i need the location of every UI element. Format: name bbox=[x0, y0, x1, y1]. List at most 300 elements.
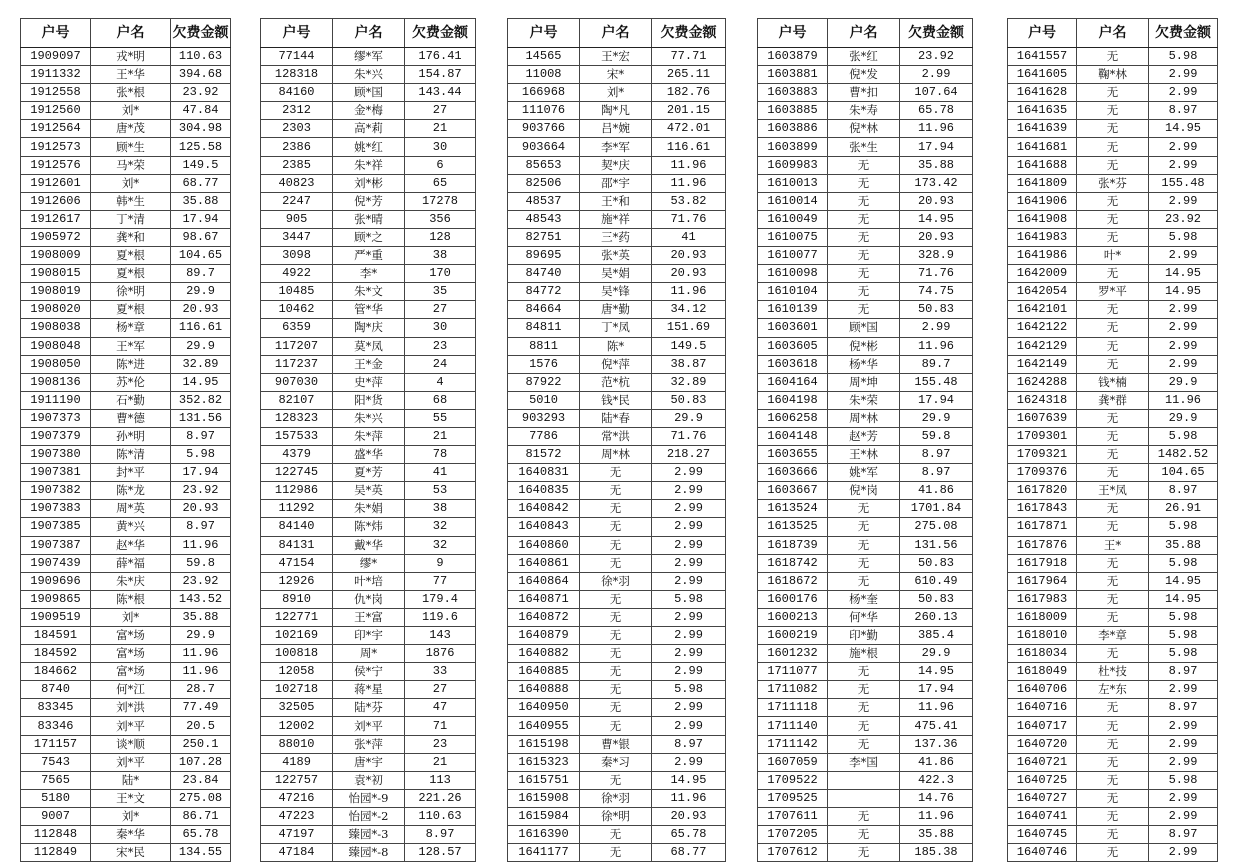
cell-account-no: 1617843 bbox=[1008, 500, 1077, 518]
cell-account-no: 1640831 bbox=[508, 464, 580, 482]
cell-account-name: 无 bbox=[580, 482, 652, 500]
cell-account-no: 48537 bbox=[508, 192, 580, 210]
cell-arrears-amount: 5.98 bbox=[1149, 554, 1218, 572]
table-row bbox=[21, 627, 231, 645]
cell-account-name: 陈* bbox=[580, 337, 652, 355]
cell-account-name: 宋*民 bbox=[91, 844, 171, 862]
cell-account-no: 1642101 bbox=[1008, 301, 1077, 319]
table-row bbox=[758, 627, 973, 645]
cell-account-no: 1615908 bbox=[508, 789, 580, 807]
cell-arrears-amount: 50.83 bbox=[900, 301, 973, 319]
table-row bbox=[1008, 807, 1218, 825]
table-row bbox=[758, 735, 973, 753]
cell-account-name: 丁*凤 bbox=[580, 319, 652, 337]
cell-arrears-amount: 32 bbox=[405, 518, 476, 536]
cell-arrears-amount: 27 bbox=[405, 102, 476, 120]
cell-arrears-amount: 8.97 bbox=[1149, 102, 1218, 120]
header-row bbox=[1008, 19, 1218, 48]
cell-account-no: 1642122 bbox=[1008, 319, 1077, 337]
table-row bbox=[261, 518, 476, 536]
cell-account-no: 1640717 bbox=[1008, 717, 1077, 735]
cell-account-name: 朱*寿 bbox=[828, 102, 900, 120]
cell-account-name: 李* bbox=[333, 265, 405, 283]
table-row bbox=[758, 355, 973, 373]
cell-account-name: 王*林 bbox=[828, 446, 900, 464]
cell-account-no: 1912601 bbox=[21, 174, 91, 192]
cell-account-no: 1603605 bbox=[758, 337, 828, 355]
cell-arrears-amount: 113 bbox=[405, 771, 476, 789]
header-account-name: 户名 bbox=[333, 19, 405, 48]
cell-account-no: 1603667 bbox=[758, 482, 828, 500]
cell-arrears-amount: 21 bbox=[405, 753, 476, 771]
table-row bbox=[758, 464, 973, 482]
table-row bbox=[758, 771, 973, 789]
table-row bbox=[758, 807, 973, 825]
cell-account-no: 6359 bbox=[261, 319, 333, 337]
cell-account-no: 11008 bbox=[508, 66, 580, 84]
table-row bbox=[1008, 156, 1218, 174]
table-row bbox=[21, 210, 231, 228]
table-row bbox=[758, 500, 973, 518]
cell-account-name: 叶*培 bbox=[333, 572, 405, 590]
cell-account-no: 903293 bbox=[508, 409, 580, 427]
cell-arrears-amount: 23.92 bbox=[1149, 210, 1218, 228]
cell-account-name: 戴*华 bbox=[333, 536, 405, 554]
cell-arrears-amount: 5.98 bbox=[1149, 608, 1218, 626]
table-row bbox=[261, 807, 476, 825]
table-row bbox=[21, 48, 231, 66]
cell-arrears-amount: 2.99 bbox=[1149, 844, 1218, 862]
cell-account-no: 166968 bbox=[508, 84, 580, 102]
cell-account-no: 1603666 bbox=[758, 464, 828, 482]
cell-account-name: 姚*红 bbox=[333, 138, 405, 156]
cell-account-name: 李*国 bbox=[828, 753, 900, 771]
table-row bbox=[758, 192, 973, 210]
table-row bbox=[508, 210, 726, 228]
arrears-table-3 bbox=[507, 18, 726, 862]
table-row bbox=[1008, 120, 1218, 138]
cell-account-no: 47197 bbox=[261, 826, 333, 844]
table-row bbox=[261, 156, 476, 174]
cell-account-name: 无 bbox=[828, 536, 900, 554]
table-row bbox=[758, 608, 973, 626]
cell-account-name: 无 bbox=[580, 590, 652, 608]
cell-arrears-amount: 41 bbox=[405, 464, 476, 482]
cell-arrears-amount: 170 bbox=[405, 265, 476, 283]
cell-account-name: 无 bbox=[1077, 192, 1149, 210]
cell-account-name: 无 bbox=[1077, 807, 1149, 825]
cell-arrears-amount: 176.41 bbox=[405, 48, 476, 66]
cell-arrears-amount: 2.99 bbox=[652, 699, 726, 717]
cell-account-no: 1615984 bbox=[508, 807, 580, 825]
cell-account-no: 84740 bbox=[508, 265, 580, 283]
cell-account-name: 吴*娟 bbox=[580, 265, 652, 283]
cell-arrears-amount: 2.99 bbox=[1149, 66, 1218, 84]
cell-account-no: 1641983 bbox=[1008, 228, 1077, 246]
cell-arrears-amount: 11.96 bbox=[652, 283, 726, 301]
cell-arrears-amount: 47.84 bbox=[171, 102, 231, 120]
table-row bbox=[1008, 536, 1218, 554]
cell-account-no: 1709301 bbox=[1008, 427, 1077, 445]
cell-account-name: 刘* bbox=[91, 174, 171, 192]
cell-arrears-amount: 11.96 bbox=[900, 807, 973, 825]
cell-arrears-amount: 89.7 bbox=[171, 265, 231, 283]
cell-arrears-amount: 77 bbox=[405, 572, 476, 590]
cell-arrears-amount: 131.56 bbox=[900, 536, 973, 554]
cell-account-name: 无 bbox=[1077, 319, 1149, 337]
cell-account-name: 无 bbox=[1077, 120, 1149, 138]
cell-account-name: 无 bbox=[1077, 228, 1149, 246]
cell-account-no: 1907373 bbox=[21, 409, 91, 427]
cell-account-name: 朱*兴 bbox=[333, 409, 405, 427]
table-row bbox=[21, 663, 231, 681]
cell-account-no: 1610013 bbox=[758, 174, 828, 192]
cell-account-name: 唐*茂 bbox=[91, 120, 171, 138]
table-row bbox=[758, 283, 973, 301]
cell-account-name: 无 bbox=[1077, 409, 1149, 427]
table-row bbox=[758, 699, 973, 717]
cell-arrears-amount: 5.98 bbox=[1149, 645, 1218, 663]
table-row bbox=[508, 753, 726, 771]
table-row bbox=[261, 138, 476, 156]
cell-arrears-amount: 422.3 bbox=[900, 771, 973, 789]
cell-account-name: 秦*习 bbox=[580, 753, 652, 771]
table-row bbox=[21, 283, 231, 301]
cell-account-name: 无 bbox=[1077, 500, 1149, 518]
cell-arrears-amount: 8.97 bbox=[900, 446, 973, 464]
cell-account-name: 石*勤 bbox=[91, 391, 171, 409]
cell-account-name: 杨*章 bbox=[91, 319, 171, 337]
table-row bbox=[758, 174, 973, 192]
cell-arrears-amount: 11.96 bbox=[171, 645, 231, 663]
cell-arrears-amount: 6 bbox=[405, 156, 476, 174]
cell-account-no: 1600213 bbox=[758, 608, 828, 626]
table-row bbox=[261, 789, 476, 807]
cell-arrears-amount: 11.96 bbox=[652, 789, 726, 807]
cell-account-name: 刘* bbox=[580, 84, 652, 102]
cell-account-no: 1907379 bbox=[21, 427, 91, 445]
cell-account-name: 杨*奎 bbox=[828, 590, 900, 608]
cell-arrears-amount: 610.49 bbox=[900, 572, 973, 590]
cell-arrears-amount: 50.83 bbox=[900, 554, 973, 572]
table-row bbox=[758, 536, 973, 554]
cell-account-name: 无 bbox=[828, 681, 900, 699]
table-row bbox=[21, 228, 231, 246]
cell-account-name: 夏*根 bbox=[91, 301, 171, 319]
cell-account-no: 1610098 bbox=[758, 265, 828, 283]
cell-arrears-amount: 304.98 bbox=[171, 120, 231, 138]
cell-account-name: 王*富 bbox=[333, 608, 405, 626]
cell-account-no: 905 bbox=[261, 210, 333, 228]
cell-account-no: 1907382 bbox=[21, 482, 91, 500]
cell-arrears-amount: 14.95 bbox=[171, 373, 231, 391]
cell-account-name: 陈*清 bbox=[91, 446, 171, 464]
table-row bbox=[508, 319, 726, 337]
cell-account-no: 102718 bbox=[261, 681, 333, 699]
cell-account-name: 富*场 bbox=[91, 645, 171, 663]
cell-account-name: 龚*和 bbox=[91, 228, 171, 246]
cell-arrears-amount: 149.5 bbox=[171, 156, 231, 174]
table-row bbox=[21, 120, 231, 138]
cell-arrears-amount: 125.58 bbox=[171, 138, 231, 156]
cell-arrears-amount: 38.87 bbox=[652, 355, 726, 373]
cell-account-name: 无 bbox=[580, 771, 652, 789]
table-row bbox=[21, 66, 231, 84]
cell-account-no: 1640720 bbox=[1008, 735, 1077, 753]
table-row bbox=[508, 518, 726, 536]
cell-arrears-amount: 77.49 bbox=[171, 699, 231, 717]
cell-account-name: 无 bbox=[1077, 210, 1149, 228]
cell-arrears-amount: 20.93 bbox=[652, 807, 726, 825]
cell-account-no: 1640879 bbox=[508, 627, 580, 645]
table-row bbox=[21, 355, 231, 373]
cell-arrears-amount: 5.98 bbox=[1149, 228, 1218, 246]
table-row bbox=[758, 446, 973, 464]
cell-account-no: 1617876 bbox=[1008, 536, 1077, 554]
cell-arrears-amount: 143.44 bbox=[405, 84, 476, 102]
cell-arrears-amount: 2.99 bbox=[1149, 735, 1218, 753]
cell-account-name: 无 bbox=[580, 681, 652, 699]
cell-account-no: 1618009 bbox=[1008, 608, 1077, 626]
cell-arrears-amount: 11.96 bbox=[171, 663, 231, 681]
cell-account-no: 47216 bbox=[261, 789, 333, 807]
cell-account-no: 4379 bbox=[261, 446, 333, 464]
cell-account-name: 杨*华 bbox=[828, 355, 900, 373]
arrears-table-1 bbox=[20, 18, 231, 862]
cell-arrears-amount: 5.98 bbox=[171, 446, 231, 464]
table-row bbox=[1008, 102, 1218, 120]
table-row bbox=[261, 66, 476, 84]
cell-account-no: 111076 bbox=[508, 102, 580, 120]
cell-account-no: 1610104 bbox=[758, 283, 828, 301]
table-row bbox=[758, 138, 973, 156]
table-row bbox=[1008, 699, 1218, 717]
cell-arrears-amount: 104.65 bbox=[171, 247, 231, 265]
cell-arrears-amount: 29.9 bbox=[900, 645, 973, 663]
table-row bbox=[758, 319, 973, 337]
header-account-name: 户名 bbox=[580, 19, 652, 48]
cell-account-name: 周*坤 bbox=[828, 373, 900, 391]
table-row bbox=[261, 247, 476, 265]
table-row bbox=[261, 283, 476, 301]
cell-account-no: 1907439 bbox=[21, 554, 91, 572]
cell-arrears-amount: 8.97 bbox=[1149, 826, 1218, 844]
table-row bbox=[21, 301, 231, 319]
table-row bbox=[508, 627, 726, 645]
table-row bbox=[1008, 409, 1218, 427]
cell-account-no: 47223 bbox=[261, 807, 333, 825]
cell-account-no: 1617918 bbox=[1008, 554, 1077, 572]
cell-arrears-amount: 4 bbox=[405, 373, 476, 391]
cell-arrears-amount: 8.97 bbox=[900, 464, 973, 482]
cell-arrears-amount: 143.52 bbox=[171, 590, 231, 608]
cell-account-name: 徐*羽 bbox=[580, 789, 652, 807]
cell-account-no: 122745 bbox=[261, 464, 333, 482]
cell-account-no: 8740 bbox=[21, 681, 91, 699]
header-account-no: 户号 bbox=[21, 19, 91, 48]
cell-account-no: 1640864 bbox=[508, 572, 580, 590]
cell-arrears-amount: 50.83 bbox=[652, 391, 726, 409]
cell-arrears-amount: 20.93 bbox=[171, 301, 231, 319]
table-row bbox=[508, 409, 726, 427]
cell-account-no: 4189 bbox=[261, 753, 333, 771]
cell-account-name: 张*英 bbox=[580, 247, 652, 265]
cell-account-name: 陈*根 bbox=[91, 590, 171, 608]
cell-account-no: 1615751 bbox=[508, 771, 580, 789]
table-row bbox=[21, 156, 231, 174]
cell-account-name: 无 bbox=[1077, 156, 1149, 174]
cell-account-name: 无 bbox=[828, 265, 900, 283]
cell-arrears-amount: 2.99 bbox=[652, 608, 726, 626]
table-row bbox=[261, 844, 476, 862]
cell-account-name: 施*祥 bbox=[580, 210, 652, 228]
cell-arrears-amount: 8.97 bbox=[1149, 663, 1218, 681]
cell-account-name: 无 bbox=[828, 228, 900, 246]
table-row bbox=[758, 48, 973, 66]
cell-account-name: 朱*萍 bbox=[333, 427, 405, 445]
cell-account-name: 无 bbox=[580, 518, 652, 536]
cell-arrears-amount: 2.99 bbox=[900, 66, 973, 84]
cell-account-no: 1610049 bbox=[758, 210, 828, 228]
cell-account-name: 顾*之 bbox=[333, 228, 405, 246]
cell-account-name: 无 bbox=[1077, 301, 1149, 319]
cell-arrears-amount: 59.8 bbox=[171, 554, 231, 572]
cell-account-no: 1642054 bbox=[1008, 283, 1077, 301]
cell-arrears-amount: 275.08 bbox=[900, 518, 973, 536]
table-row bbox=[261, 301, 476, 319]
cell-account-name: 蒋*星 bbox=[333, 681, 405, 699]
header-row bbox=[758, 19, 973, 48]
cell-account-no: 1905972 bbox=[21, 228, 91, 246]
cell-account-name: 陶*庆 bbox=[333, 319, 405, 337]
cell-account-no: 1641177 bbox=[508, 844, 580, 862]
table-row bbox=[758, 301, 973, 319]
cell-account-no: 1640716 bbox=[1008, 699, 1077, 717]
cell-account-no: 1641605 bbox=[1008, 66, 1077, 84]
cell-account-name: 史*萍 bbox=[333, 373, 405, 391]
cell-account-no: 122757 bbox=[261, 771, 333, 789]
cell-account-name: 无 bbox=[1077, 572, 1149, 590]
table-row bbox=[508, 120, 726, 138]
cell-account-name: 徐*明 bbox=[580, 807, 652, 825]
cell-account-no: 1603601 bbox=[758, 319, 828, 337]
table-row bbox=[261, 482, 476, 500]
cell-account-name: 印*宇 bbox=[333, 627, 405, 645]
cell-account-no: 1709525 bbox=[758, 789, 828, 807]
cell-arrears-amount: 86.71 bbox=[171, 807, 231, 825]
cell-account-no: 907030 bbox=[261, 373, 333, 391]
cell-arrears-amount: 154.87 bbox=[405, 66, 476, 84]
cell-account-name: 谈*顺 bbox=[91, 735, 171, 753]
cell-account-name: 无 bbox=[828, 283, 900, 301]
cell-account-name: 陈*进 bbox=[91, 355, 171, 373]
cell-account-name: 无 bbox=[828, 735, 900, 753]
table-row bbox=[21, 464, 231, 482]
cell-arrears-amount: 11.96 bbox=[900, 337, 973, 355]
cell-account-no: 1603881 bbox=[758, 66, 828, 84]
cell-account-no: 1600219 bbox=[758, 627, 828, 645]
cell-account-name: 周* bbox=[333, 645, 405, 663]
cell-account-no: 84772 bbox=[508, 283, 580, 301]
cell-account-no: 903766 bbox=[508, 120, 580, 138]
cell-arrears-amount: 14.95 bbox=[900, 663, 973, 681]
cell-account-name: 无 bbox=[828, 699, 900, 717]
table-row bbox=[21, 789, 231, 807]
cell-account-no: 1641986 bbox=[1008, 247, 1077, 265]
cell-account-name: 无 bbox=[1077, 464, 1149, 482]
cell-arrears-amount: 33 bbox=[405, 663, 476, 681]
table-row bbox=[21, 608, 231, 626]
table-row bbox=[1008, 608, 1218, 626]
cell-arrears-amount: 32.89 bbox=[171, 355, 231, 373]
cell-account-name: 莫*凤 bbox=[333, 337, 405, 355]
cell-account-no: 87922 bbox=[508, 373, 580, 391]
cell-arrears-amount: 35 bbox=[405, 283, 476, 301]
cell-account-no: 1908019 bbox=[21, 283, 91, 301]
cell-account-no: 1640746 bbox=[1008, 844, 1077, 862]
table-row bbox=[758, 120, 973, 138]
table-row bbox=[1008, 138, 1218, 156]
cell-account-no: 1601232 bbox=[758, 645, 828, 663]
cell-arrears-amount: 2.99 bbox=[1149, 301, 1218, 319]
cell-arrears-amount: 23 bbox=[405, 337, 476, 355]
table-row bbox=[21, 192, 231, 210]
cell-account-no: 84811 bbox=[508, 319, 580, 337]
cell-account-name: 刘*洪 bbox=[91, 699, 171, 717]
table-row bbox=[758, 247, 973, 265]
cell-account-no: 12002 bbox=[261, 717, 333, 735]
cell-arrears-amount: 14.95 bbox=[900, 210, 973, 228]
cell-account-no: 112986 bbox=[261, 482, 333, 500]
table-row bbox=[21, 844, 231, 862]
table-row bbox=[1008, 464, 1218, 482]
cell-account-no: 1640871 bbox=[508, 590, 580, 608]
cell-arrears-amount: 2.99 bbox=[652, 500, 726, 518]
table-row bbox=[758, 826, 973, 844]
table-row bbox=[1008, 771, 1218, 789]
table-row bbox=[508, 844, 726, 862]
table-row bbox=[261, 174, 476, 192]
cell-account-no: 8910 bbox=[261, 590, 333, 608]
header-account-no: 户号 bbox=[758, 19, 828, 48]
cell-arrears-amount: 1701.84 bbox=[900, 500, 973, 518]
cell-account-no: 2312 bbox=[261, 102, 333, 120]
cell-arrears-amount: 78 bbox=[405, 446, 476, 464]
cell-arrears-amount: 14.76 bbox=[900, 789, 973, 807]
cell-account-name: 顾*生 bbox=[91, 138, 171, 156]
cell-account-name: 无 bbox=[1077, 554, 1149, 572]
cell-arrears-amount: 352.82 bbox=[171, 391, 231, 409]
cell-account-no: 85653 bbox=[508, 156, 580, 174]
table-row bbox=[1008, 48, 1218, 66]
cell-account-no: 47184 bbox=[261, 844, 333, 862]
cell-arrears-amount: 23.92 bbox=[171, 84, 231, 102]
cell-arrears-amount: 30 bbox=[405, 138, 476, 156]
cell-account-name: 无 bbox=[828, 518, 900, 536]
cell-arrears-amount: 14.95 bbox=[1149, 572, 1218, 590]
table-row bbox=[1008, 500, 1218, 518]
cell-account-no: 171157 bbox=[21, 735, 91, 753]
cell-account-name: 夏*根 bbox=[91, 265, 171, 283]
table-row bbox=[21, 554, 231, 572]
cell-arrears-amount: 110.63 bbox=[171, 48, 231, 66]
cell-account-no: 1607639 bbox=[1008, 409, 1077, 427]
cell-account-no: 102169 bbox=[261, 627, 333, 645]
cell-account-name: 契*庆 bbox=[580, 156, 652, 174]
cell-account-name: 刘*彬 bbox=[333, 174, 405, 192]
cell-account-name: 李*军 bbox=[580, 138, 652, 156]
cell-account-name: 无 bbox=[1077, 337, 1149, 355]
